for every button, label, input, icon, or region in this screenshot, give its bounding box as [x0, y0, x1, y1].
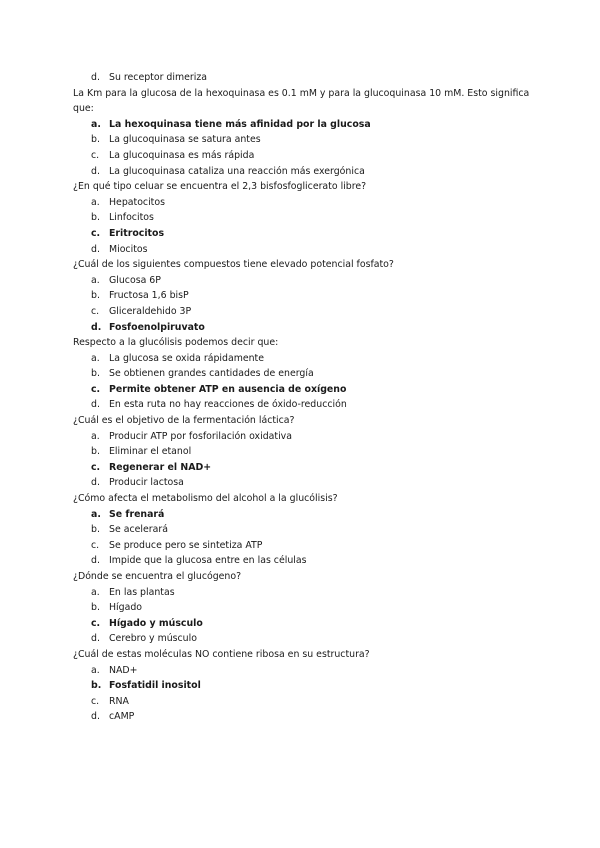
answer-option	[0, 553, 600, 569]
question-block	[0, 647, 600, 725]
question-block	[0, 413, 600, 491]
option-letter: b.	[91, 446, 100, 458]
answer-option	[0, 631, 600, 647]
option-letter: d.	[91, 477, 100, 489]
option-text: Se obtienen grandes cantidades de energía	[109, 368, 314, 380]
option-text: Fosfoenolpiruvato	[109, 321, 205, 333]
option-text: La glucosa se oxida rápidamente	[109, 352, 264, 364]
option-letter: a.	[91, 118, 101, 130]
option-letter: a.	[91, 586, 100, 598]
option-text: En esta ruta no hay reacciones de óxido-reducción	[109, 399, 347, 411]
question-text: ¿Dónde se encuentra el glucógeno?	[73, 571, 242, 582]
answer-option	[0, 242, 600, 258]
answer-option-correct	[0, 507, 600, 523]
option-letter: c.	[91, 227, 101, 239]
option-letter: d.	[91, 711, 100, 723]
answer-option	[0, 429, 600, 445]
answer-option-correct	[0, 460, 600, 476]
option-text: Hepatocitos	[109, 196, 165, 208]
answer-option	[0, 538, 600, 554]
answer-option	[0, 585, 600, 601]
option-text: En las plantas	[109, 586, 175, 598]
option-text: Hígado	[109, 602, 143, 614]
option-text: RNA	[109, 695, 129, 707]
option-letter: c.	[91, 539, 100, 551]
option-letter: b.	[91, 602, 100, 614]
question-block	[0, 569, 600, 647]
option-text: La hexoquinasa tiene más afinidad por la glucosa	[109, 118, 371, 130]
option-text: Gliceraldehido 3P	[109, 305, 192, 317]
answer-option	[0, 475, 600, 491]
option-letter: c.	[91, 383, 101, 395]
option-text: Se acelerará	[109, 524, 168, 536]
question-block	[0, 179, 600, 257]
answer-option	[0, 273, 600, 289]
option-text: Impide que la glucosa entre en las células	[109, 555, 307, 567]
option-letter: b.	[91, 680, 102, 692]
question-text: ¿Cómo afecta el metabolismo del alcohol a la glucólisis?	[73, 493, 338, 505]
question-block	[0, 86, 600, 180]
option-letter: a.	[91, 352, 100, 364]
option-text: La glucoquinasa se satura antes	[109, 134, 261, 146]
answer-option	[0, 522, 600, 538]
option-letter: a.	[91, 508, 101, 520]
option-letter: c.	[91, 617, 101, 629]
answer-option	[0, 164, 600, 180]
option-letter: d.	[91, 72, 100, 83]
option-letter: b.	[91, 368, 100, 380]
answer-options	[0, 585, 600, 647]
option-letter: b.	[91, 290, 100, 302]
option-text: Fosfatidil inositol	[109, 680, 201, 692]
answer-option-correct	[0, 226, 600, 242]
answer-option	[0, 366, 600, 382]
option-text: NAD+	[109, 664, 138, 676]
option-text: La glucoquinasa es más rápida	[109, 149, 255, 161]
answer-options	[0, 70, 600, 86]
answer-option	[0, 709, 600, 725]
answer-options	[0, 351, 600, 413]
option-letter: a.	[91, 196, 100, 208]
answer-option	[0, 351, 600, 367]
answer-option-correct	[0, 678, 600, 694]
answer-option	[0, 304, 600, 320]
question-text: Respecto a la glucólisis podemos decir que:	[73, 337, 279, 349]
answer-option	[0, 70, 600, 86]
option-text: Cerebro y músculo	[109, 633, 197, 645]
option-letter: d.	[91, 321, 102, 333]
option-letter: d.	[91, 165, 100, 177]
option-letter: c.	[91, 149, 100, 161]
option-text: Fructosa 1,6 bisP	[109, 290, 189, 302]
option-text: Se frenará	[109, 508, 165, 520]
question-text: La Km para la glucosa de la hexoquinasa es 0.1 mM y para la glucoquinasa 10 mM. Esto significa que:	[73, 87, 530, 115]
option-letter: c.	[91, 305, 100, 317]
option-text: Su receptor dimeriza	[109, 72, 207, 83]
option-letter: d.	[91, 555, 100, 567]
answer-options	[0, 507, 600, 569]
answer-option	[0, 288, 600, 304]
option-letter: b.	[91, 134, 100, 146]
option-text: Glucosa 6P	[109, 274, 161, 286]
option-letter: b.	[91, 524, 100, 536]
answer-option-correct	[0, 117, 600, 133]
option-text: Permite obtener ATP en ausencia de oxígeno	[109, 383, 347, 395]
option-letter: a.	[91, 664, 100, 676]
answer-options	[0, 195, 600, 257]
answer-option	[0, 663, 600, 679]
question-block	[0, 335, 600, 413]
option-text: La glucoquinasa cataliza una reacción más exergónica	[109, 165, 365, 177]
option-letter: d.	[91, 399, 100, 411]
option-letter: d.	[91, 633, 100, 645]
option-letter: d.	[91, 243, 100, 255]
question-text: ¿En qué tipo celuar se encuentra el 2,3 bisfosfoglicerato libre?	[73, 181, 367, 193]
option-text: Eritrocitos	[109, 227, 165, 239]
question-text: ¿Cuál de los siguientes compuestos tiene elevado potencial fosfato?	[73, 259, 394, 271]
option-text: Miocitos	[109, 243, 148, 255]
option-text: cAMP	[109, 711, 135, 723]
document-page	[0, 70, 600, 725]
option-text: Se produce pero se sintetiza ATP	[109, 539, 263, 551]
option-letter: c.	[91, 461, 101, 473]
option-text: Eliminar el etanol	[109, 446, 192, 458]
option-text: Producir ATP por fosforilación oxidativa	[109, 430, 292, 442]
question-text: ¿Cuál de estas moléculas NO contiene ribosa en su estructura?	[73, 648, 370, 660]
answer-options	[0, 429, 600, 491]
answer-option	[0, 210, 600, 226]
option-letter: a.	[91, 430, 100, 442]
answer-option-correct	[0, 382, 600, 398]
answer-option	[0, 600, 600, 616]
answer-option	[0, 694, 600, 710]
question-block	[0, 257, 600, 335]
answer-options	[0, 663, 600, 725]
answer-option	[0, 148, 600, 164]
answer-option	[0, 195, 600, 211]
answer-option	[0, 397, 600, 413]
answer-option-correct	[0, 320, 600, 336]
option-text: Linfocitos	[109, 212, 154, 224]
option-text: Regenerar el NAD+	[109, 461, 212, 473]
question-block	[0, 491, 600, 569]
answer-options	[0, 273, 600, 335]
answer-options	[0, 117, 600, 179]
option-text: Producir lactosa	[109, 477, 184, 489]
option-letter: b.	[91, 212, 100, 224]
answer-option	[0, 444, 600, 460]
option-letter: c.	[91, 695, 100, 707]
answer-option	[0, 132, 600, 148]
option-letter: a.	[91, 274, 100, 286]
question-text: ¿Cuál es el objetivo de la fermentación láctica?	[73, 415, 295, 427]
question-block	[0, 70, 600, 86]
answer-option-correct	[0, 616, 600, 632]
option-text: Hígado y músculo	[109, 617, 203, 629]
